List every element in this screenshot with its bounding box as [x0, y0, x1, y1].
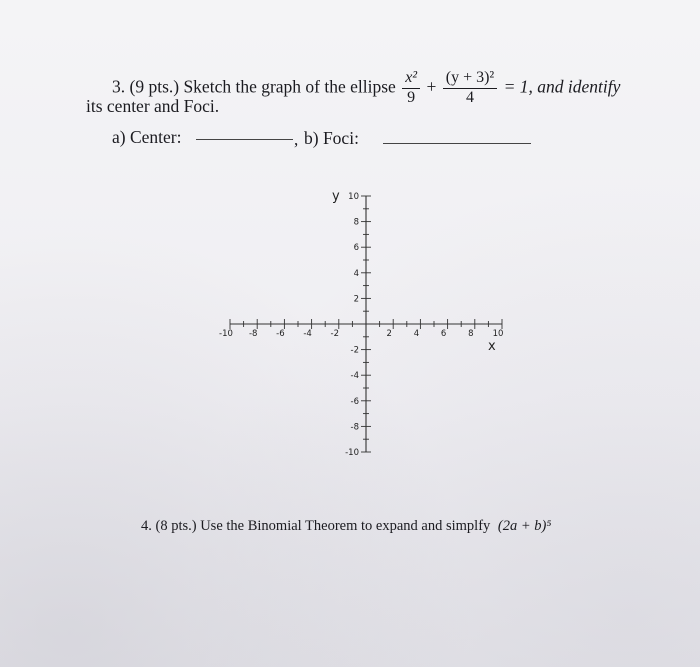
y-tick-label: 6	[353, 243, 359, 254]
y-axis-label: y	[332, 189, 340, 204]
y-tick-label: -8	[350, 422, 359, 433]
axes-group	[219, 192, 503, 458]
x-tick-label: -4	[303, 329, 312, 339]
problem-4-expression: (2a + b)⁵	[497, 518, 552, 534]
x-tick-label: 6	[440, 329, 447, 339]
x-tick-label: 10	[492, 329, 504, 339]
fraction-denominator: 9	[407, 88, 416, 106]
x-tick-label: -2	[330, 329, 340, 339]
fraction-numerator: x²	[402, 70, 420, 89]
y-tick-label: 2	[353, 294, 359, 305]
problem-4-statement	[141, 518, 551, 535]
x-tick-label: -6	[276, 329, 285, 339]
problem-4-text: 4. (8 pts.) Use the Binomial Theorem to expand and simplfy	[141, 518, 491, 534]
x-tick-label: 4	[413, 329, 420, 339]
y-tick-label: -2	[350, 345, 359, 356]
problem-3-suffix: = 1, and identify	[503, 76, 621, 97]
foci-label: b) Foci:	[304, 128, 359, 148]
x-tick-label: -8	[248, 329, 258, 339]
fraction-numerator: (y + 3)²	[443, 70, 497, 89]
y-tick-label: 10	[348, 192, 359, 202]
comma: ,	[294, 130, 299, 149]
problem-3-line-2: its center and Foci.	[86, 96, 220, 116]
x-tick-label: 8	[468, 329, 474, 339]
x-tick-label: -10	[219, 329, 233, 339]
plus-sign: +	[426, 76, 437, 97]
y-tick-label: 8	[353, 217, 359, 228]
x-axis-label: x	[488, 339, 496, 354]
problem-3-prefix: 3. (9 pts.) Sketch the graph of the ellipse	[112, 76, 396, 97]
y-tick-label: -4	[350, 371, 359, 382]
fraction-denominator: 4	[465, 88, 474, 106]
center-label: a) Center:	[112, 127, 182, 147]
y-tick-label: -6	[350, 396, 359, 407]
y-tick-label: -10	[345, 448, 359, 458]
x-tick-label: 2	[386, 329, 392, 339]
y-tick-label: 4	[353, 268, 359, 279]
